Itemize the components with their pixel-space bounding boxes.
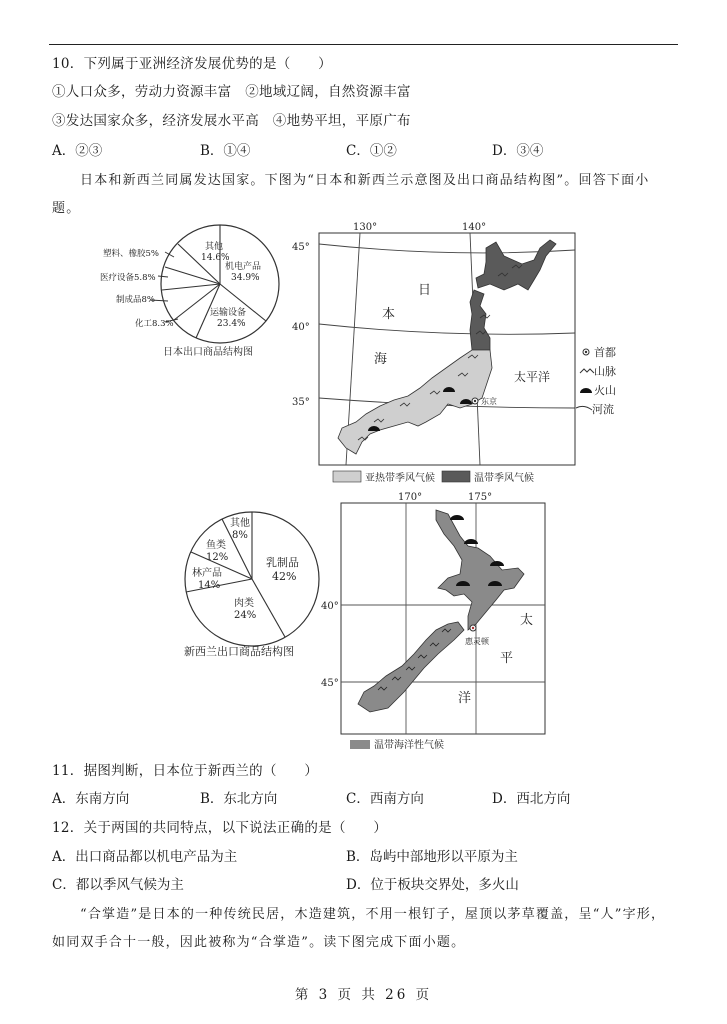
nz-lon-175: 175°: [468, 492, 493, 503]
jp-lon-140: 140°: [462, 222, 487, 233]
nz-slice-fish-value: 12%: [206, 552, 229, 563]
legend-river-icon: [576, 406, 592, 410]
sea-label-ben: 本: [382, 307, 396, 322]
nz-lat-45: 45°: [321, 678, 339, 689]
q12-option-b[interactable]: B．岛屿中部地形以平原为主: [346, 849, 518, 865]
q10-stem: 10．下列属于亚洲经济发展优势的是（ ）: [52, 56, 332, 72]
q10-option-b[interactable]: B．①④: [200, 143, 251, 159]
q10-statements-2: ③发达国家众多，经济发展水平高 ④地势平坦，平原广布: [52, 113, 411, 129]
sea-label-ri: 日: [418, 283, 432, 298]
jp-slice-other-value: 14.6%: [201, 253, 230, 263]
jp-pie-caption: 日本出口商品结构图: [163, 347, 253, 358]
intro2-line2: 如同双手合十一般，因此被称为“合掌造”。读下图完成下面小题。: [52, 935, 466, 950]
intro2-line1: “合掌造”是日本的一种传统民居，木造建筑，不用一根钉子，屋顶以茅草覆盖，呈“人”字形，: [80, 907, 666, 922]
legend-volcano: 火山: [594, 384, 616, 397]
nz-slice-dairy-value: 42%: [272, 570, 297, 583]
intro1-line2: 题。: [52, 201, 81, 216]
tokyo-label: 东京: [481, 397, 497, 406]
jp-lat-45: 45°: [292, 242, 310, 253]
q10-option-c[interactable]: C．①②: [346, 143, 397, 159]
jp-slice-transport-value: 23.4%: [217, 319, 246, 329]
q10-option-d[interactable]: D．③④: [492, 143, 544, 159]
nz-lat-40: 40°: [321, 601, 339, 612]
q12-option-c[interactable]: C．都以季风气候为主: [52, 877, 184, 893]
q11-option-b[interactable]: B．东北方向: [200, 791, 278, 807]
q11-option-a[interactable]: A．东南方向: [52, 791, 130, 807]
legend-river: 河流: [592, 403, 614, 416]
legend-volcano-icon: [580, 388, 592, 393]
jp-slice-electro-value: 34.9%: [231, 273, 260, 283]
japan-export-pie-chart: [90, 222, 300, 362]
subtropical-swatch: [333, 471, 361, 482]
jp-slice-chemical: 化工8.3%: [135, 319, 174, 329]
nz-slice-other-value: 8%: [232, 530, 248, 541]
legend-capital: 首都: [594, 346, 616, 359]
q12-stem: 12．关于两国的共同特点，以下说法正确的是（ ）: [52, 820, 388, 836]
nz-slice-other-label: 其他: [230, 518, 250, 529]
ocean-label-ping: 平: [500, 651, 514, 666]
q12-option-d[interactable]: D．位于板块交界处，多火山: [346, 877, 519, 893]
jp-slice-other-label: 其他: [205, 242, 224, 252]
jp-lat-35: 35°: [292, 397, 310, 408]
temperate-oceanic-swatch: [350, 740, 370, 749]
sea-label-hai: 海: [374, 352, 388, 367]
jp-lon-130: 130°: [353, 222, 378, 233]
nz-slice-fish-label: 鱼类: [206, 540, 226, 551]
pacific-label: 太平洋: [514, 370, 551, 384]
nz-slice-meat-value: 24%: [234, 610, 257, 621]
q12-option-a[interactable]: A．出口商品都以机电产品为主: [52, 849, 238, 865]
q10-statements-1: ①人口众多，劳动力资源丰富 ②地域辽阔，自然资源丰富: [52, 84, 411, 100]
intro-paragraph-1: [52, 172, 682, 190]
jp-lat-40: 40°: [292, 322, 310, 333]
jp-slice-transport-label: 运输设备: [210, 308, 247, 318]
intro-paragraph-2: [52, 906, 682, 924]
q11-stem: 11．据图判断，日本位于新西兰的（ ）: [52, 763, 319, 779]
legend-temperate-oceanic: 温带海洋性气候: [374, 740, 444, 751]
nz-lon-170: 170°: [398, 492, 423, 503]
nz-slice-forestry-label: 林产品: [192, 568, 222, 579]
nz-slice-forestry-value: 14%: [198, 580, 221, 591]
nz-slice-dairy-label: 乳制品: [266, 556, 299, 569]
legend-mountain-icon: [580, 369, 594, 373]
q11-option-c[interactable]: C．西南方向: [346, 791, 424, 807]
japan-map: [290, 218, 680, 490]
temperate-monsoon-swatch: [442, 471, 470, 482]
q11-option-d[interactable]: D．西北方向: [492, 791, 571, 807]
wellington-label: 惠灵顿: [465, 637, 489, 646]
nz-map: [318, 490, 553, 758]
ocean-label-tai: 太: [520, 613, 534, 628]
page-footer: 第 3 页 共 26 页: [294, 987, 433, 1003]
jp-slice-medical: 医疗设备5.8%: [100, 273, 156, 283]
q10-option-a[interactable]: A．②③: [52, 143, 103, 159]
nz-pie-caption: 新西兰出口商品结构图: [184, 645, 294, 658]
nz-slice-meat-label: 肉类: [234, 598, 254, 609]
intro1-line1: 日本和新西兰同属发达国家。下图为“日本和新西兰示意图及出口商品结构图”。回答下面小: [80, 173, 650, 188]
header-rule: [49, 44, 678, 45]
legend-temperate-monsoon: 温带季风气候: [474, 473, 534, 484]
legend-subtropical: 亚热带季风气候: [365, 473, 435, 484]
jp-slice-electro-label: 机电产品: [225, 262, 262, 272]
ocean-label-yang: 洋: [458, 691, 472, 706]
legend-mountain: 山脉: [594, 365, 616, 378]
jp-slice-plastic: 塑料、橡胶5%: [103, 249, 159, 259]
jp-slice-manufactured: 制成品8%: [116, 295, 155, 305]
